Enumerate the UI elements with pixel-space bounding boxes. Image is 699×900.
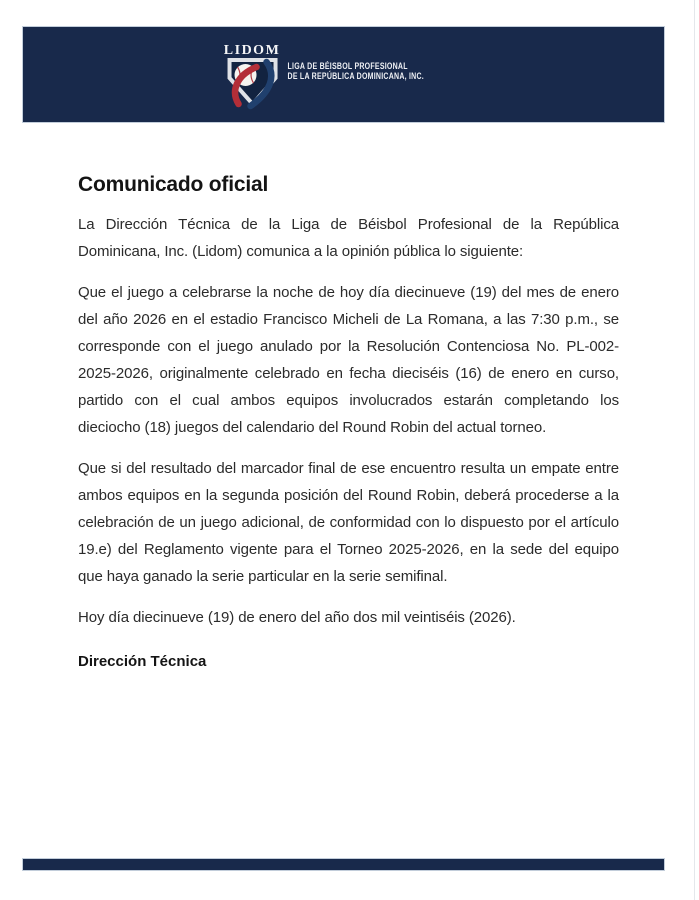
lidom-tagline-line2: DE LA REPÚBLICA DOMINICANA, INC. <box>287 71 424 81</box>
header-band <box>22 26 665 123</box>
lidom-tagline-line1: LIGA DE BÉISBOL PROFESIONAL <box>287 60 408 71</box>
lidom-tagline <box>287 61 423 82</box>
home-plate-shield-icon <box>226 58 278 106</box>
document-title: Comunicado oficial <box>78 173 269 196</box>
paragraph-date: Hoy día diecinueve (19) de enero del año dos mil veintiséis (2026). <box>78 609 516 626</box>
signature: Dirección Técnica <box>78 653 207 670</box>
lidom-logo <box>225 44 462 106</box>
lidom-logo-mark <box>225 44 279 106</box>
page-edge-line <box>694 0 695 900</box>
paragraph-intro: La Dirección Técnica de la Liga de Béisbol Profesional de la República Dominicana, Inc. (Lidom) comunica a la opinión pública lo siguiente: <box>78 216 619 260</box>
document-body <box>78 172 619 675</box>
lidom-wordmark: LIDOM <box>223 42 281 58</box>
footer-band <box>22 858 665 871</box>
paragraph-tiebreaker-rule: Que si del resultado del marcador final de ese encuentro resulta un empate entre ambos equipos en la segunda posición del Round Robin, deberá procederse a la celebración de un juego adicional, de conformidad con lo dispuesto por el artículo 19.e) del Reglamento vigente para el Torneo 2025-2026, en la sede del equipo que haya ganado la serie particular en la serie semifinal. <box>78 460 619 585</box>
paragraph-game-details: Que el juego a celebrarse la noche de hoy día diecinueve (19) del mes de enero del año 2026 en el estadio Francisco Micheli de La Romana, a las 7:30 p.m., se corresponde con el juego anulado por la Resolución Contenciosa No. PL-002-2025-2026, originalmente celebrado en fecha dieciséis (16) de enero en curso, partido con el cual ambos equipos involucrados estarán completando los dieciocho (18) juegos del calendario del Round Robin del actual torneo. <box>78 284 619 436</box>
